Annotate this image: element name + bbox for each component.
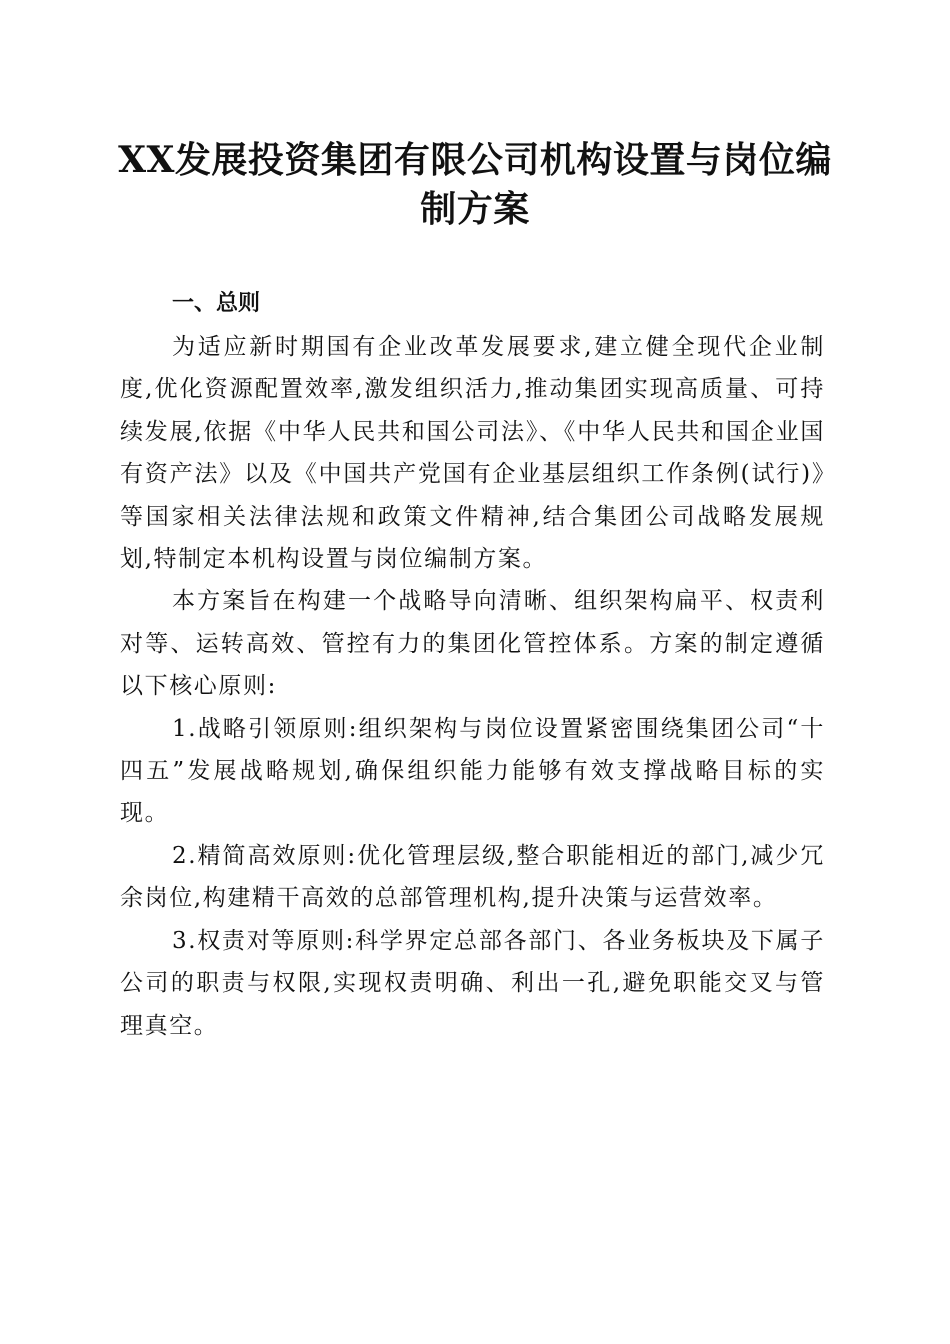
document-body (120, 282, 825, 1047)
paragraph-purpose: 为适应新时期国有企业改革发展要求,建立健全现代企业制度,优化资源配置效率,激发组织活力,推动集团实现高质量、可持续发展,依据《中华人民共和国公司法》、《中华人民共和国企业国有资产法》以及《中国共产党国有企业基层组织工作条例(试行)》等国家相关法律法规和政策文件精神,结合集团公司战略发展规划,特制定本机构设置与岗位编制方案。 (120, 334, 825, 573)
paragraph-objective: 本方案旨在构建一个战略导向清晰、组织架构扁平、权责利对等、运转高效、管控有力的集团化管控体系。方案的制定遵循以下核心原则: (120, 588, 825, 700)
principle-accountability: 3.权责对等原则:科学界定总部各部门、各业务板块及下属子公司的职责与权限,实现权责明确、利出一孔,避免职能交叉与管理真空。 (120, 927, 825, 1039)
principle-efficiency: 2.精简高效原则:优化管理层级,整合职能相近的部门,减少冗余岗位,构建精干高效的总部管理机构,提升决策与运营效率。 (120, 842, 825, 912)
section-heading-general: 一、总则 (172, 291, 261, 316)
principle-strategy: 1.战略引领原则:组织架构与岗位设置紧密围绕集团公司“十四五”发展战略规划,确保组织能力能够有效支撑战略目标的实现。 (120, 715, 825, 827)
document-title: XX发展投资集团有限公司机构设置与岗位编制方案 (118, 139, 832, 230)
